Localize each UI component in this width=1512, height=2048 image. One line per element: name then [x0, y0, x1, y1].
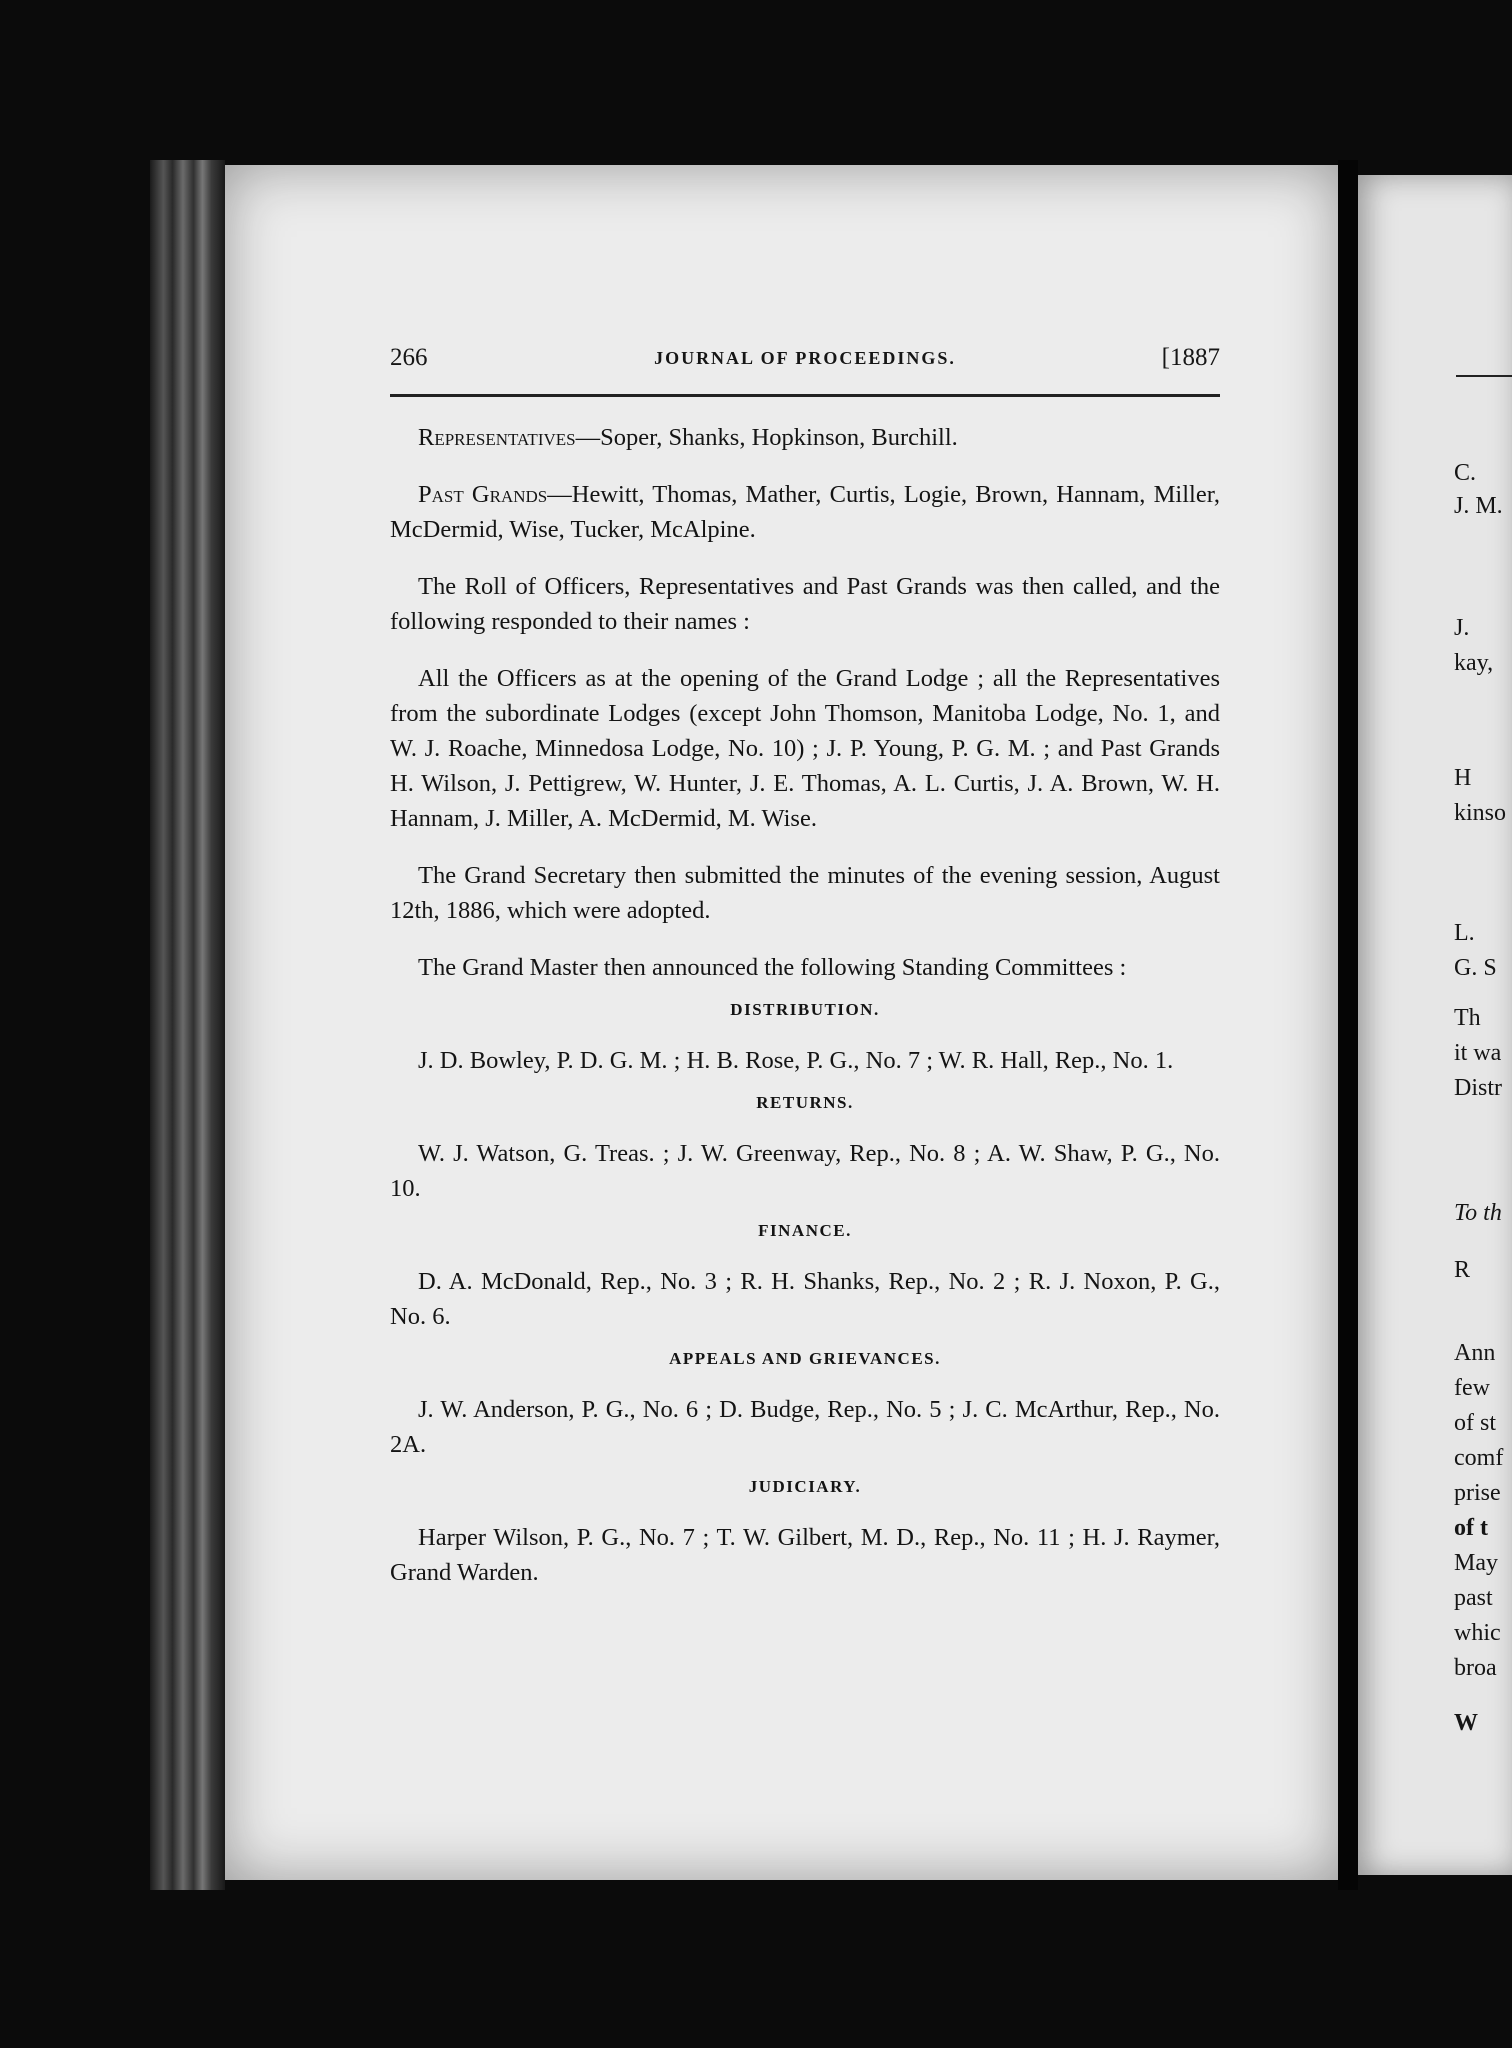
- adjacent-text-fragment: H: [1454, 765, 1472, 791]
- adjacent-text-fragment: To th: [1454, 1200, 1502, 1226]
- adjacent-text-fragment: R: [1454, 1257, 1471, 1283]
- book-binding-edge: [150, 160, 225, 1890]
- adjacent-text-fragment: May: [1454, 1550, 1498, 1576]
- adjacent-text-fragment: kinso: [1454, 800, 1507, 826]
- announcement-paragraph: The Grand Master then announced the following Standing Committees :: [418, 954, 1127, 981]
- committee-members: D. A. McDonald, Rep., No. 3 ; R. H. Shanks, Rep., No. 2 ; R. J. Noxon, P. G., No. 6.: [390, 1268, 1220, 1330]
- committee-heading: DISTRIBUTION.: [730, 1000, 880, 1019]
- committee-members: J. W. Anderson, P. G., No. 6 ; D. Budge, Rep., No. 5 ; J. C. McArthur, Rep., No. 2A.: [390, 1396, 1220, 1458]
- adjacent-text-fragment: J.: [1454, 615, 1470, 641]
- committee-heading: RETURNS.: [756, 1093, 854, 1112]
- running-title: JOURNAL OF PROCEEDINGS.: [654, 348, 956, 368]
- adjacent-text-fragment: whic: [1454, 1620, 1501, 1646]
- adjacent-text-fragment: of st: [1454, 1410, 1496, 1436]
- adjacent-text-fragment: C.: [1454, 460, 1477, 486]
- representatives-text: —Soper, Shanks, Hopkinson, Burchill.: [575, 424, 958, 451]
- adjacent-text-fragment: it wa: [1454, 1040, 1502, 1066]
- adjacent-text-fragment: prise: [1454, 1480, 1501, 1506]
- adjacent-text-fragment: of t: [1454, 1515, 1488, 1541]
- responded-paragraph: All the Officers as at the opening of the Grand Lodge ; all the Representatives from the subordinate Lodges (except John Thomson, Manitoba Lodge, No. 1, and W. J. Roache, Minnedosa Lodge, No. 10) ; J. P. Young, P. G. M. ; and Past Grands H. Wilson, J. Pettigrew, W. Hunter, J. E. Thomas, A. L. Curtis, J. A. Brown, W. H. Hannam, J. Miller, A. McDermid, M. Wise.: [390, 665, 1220, 832]
- adjacent-page-rule: [1456, 375, 1512, 377]
- adjacent-text-fragment: kay,: [1454, 650, 1494, 676]
- year-marker: [1887: [1161, 344, 1220, 371]
- committee-heading: JUDICIARY.: [748, 1477, 862, 1496]
- page-body: [390, 420, 1220, 1604]
- past-grands-label: Past Grands: [418, 481, 548, 508]
- adjacent-page-edge: [1358, 175, 1512, 1875]
- committee-members: Harper Wilson, P. G., No. 7 ; T. W. Gilbert, M. D., Rep., No. 11 ; H. J. Raymer, Grand Warden.: [390, 1524, 1220, 1586]
- adjacent-text-fragment: comf: [1454, 1445, 1504, 1471]
- adjacent-text-fragment: J. M.: [1454, 493, 1503, 519]
- committee-heading: APPEALS AND GRIEVANCES.: [669, 1349, 941, 1368]
- committee-members: J. D. Bowley, P. D. G. M. ; H. B. Rose, P. G., No. 7 ; W. R. Hall, Rep., No. 1.: [418, 1047, 1174, 1074]
- adjacent-text-fragment: past: [1454, 1585, 1493, 1611]
- roll-call-paragraph: The Roll of Officers, Representatives and Past Grands was then called, and the following responded to their names :: [390, 573, 1220, 635]
- adjacent-text-fragment: few: [1454, 1375, 1490, 1401]
- representatives-label: Representatives: [418, 424, 576, 451]
- adjacent-text-fragment: Distr: [1454, 1075, 1502, 1101]
- adjacent-text-fragment: broa: [1454, 1655, 1497, 1681]
- adjacent-text-fragment: L.: [1454, 920, 1475, 946]
- page-number: 266: [390, 344, 428, 371]
- adjacent-text-fragment: G. S: [1454, 955, 1497, 981]
- adjacent-text-fragment: Th: [1454, 1005, 1481, 1031]
- past-grands-paragraph: [390, 477, 1220, 547]
- minutes-paragraph: The Grand Secretary then submitted the minutes of the evening session, August 12th, 1886, which were adopted.: [390, 862, 1220, 924]
- committee-members: W. J. Watson, G. Treas. ; J. W. Greenway, Rep., No. 8 ; A. W. Shaw, P. G., No. 10.: [390, 1140, 1220, 1202]
- committee-heading: FINANCE.: [758, 1221, 852, 1240]
- adjacent-text-fragment: W: [1454, 1710, 1478, 1736]
- representatives-paragraph: [390, 420, 1220, 455]
- past-grands-text: —Hewitt, Thomas, Mather, Curtis, Logie, Brown, Hannam, Miller, McDermid, Wise, Tucker, McAlpine.: [390, 481, 1220, 543]
- header-rule: [390, 394, 1220, 397]
- page-gutter: [1338, 160, 1358, 1890]
- running-head: [390, 344, 1220, 384]
- adjacent-text-fragment: Ann: [1454, 1340, 1496, 1366]
